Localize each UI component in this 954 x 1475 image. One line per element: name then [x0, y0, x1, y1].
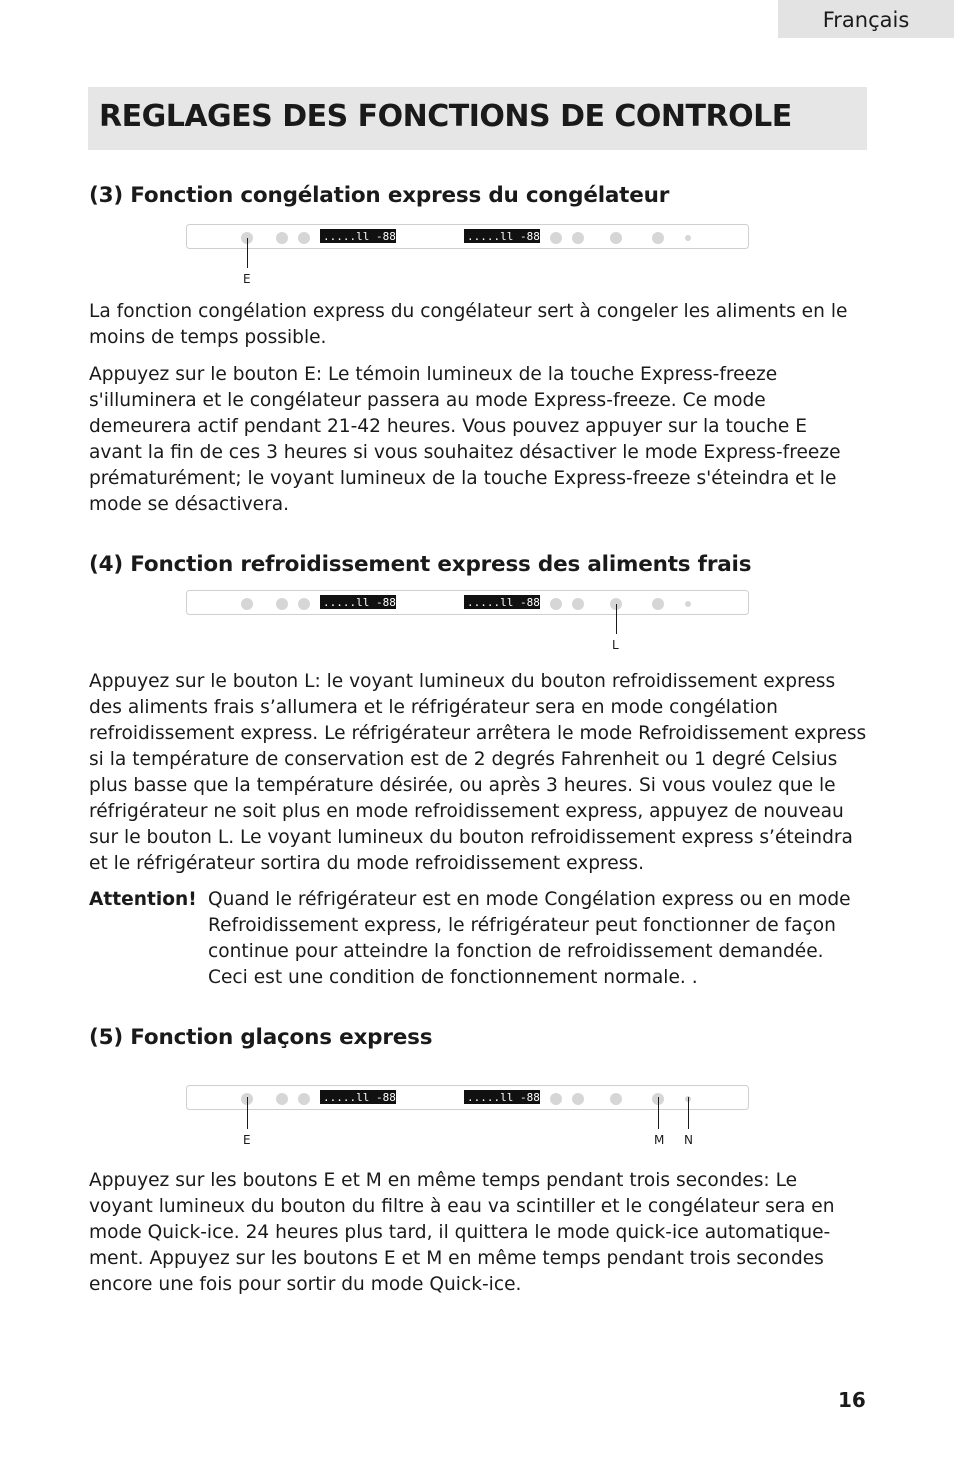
callout-line-l	[616, 604, 617, 634]
control-panel-illustration-5	[186, 1085, 749, 1111]
callout-line-n	[688, 1097, 689, 1129]
section-3-paragraph-2: Appuyez sur le bouton E: Le témoin lumineux de la touche Express-freeze s'illuminera et le congélateur passera au mode Express-freeze. Ce mode demeurera actif pendant 21-42 heures. Vous pouvez appuyer sur la touche E avant la fin de ces 3 heures si vous souhaitez désactiver le mode Express-freeze prématurément; le voyant lumineux de la touche Express-freeze s'éteindra et le mode se désactivera.	[89, 364, 841, 515]
section-4-heading: (4) Fonction refroidissement express des aliments frais	[89, 552, 752, 577]
callout-e-2: E	[243, 1133, 251, 1147]
callout-line-e-2	[247, 1097, 248, 1129]
page-title: REGLAGES DES FONCTIONS DE CONTROLE	[99, 99, 792, 134]
section-5-paragraph-1: Appuyez sur les boutons E et M en même temps pendant trois secondes: Le voyant lumineux du bouton du filtre à eau va scintiller et le congélateur sera en mode Quick-ice. 24 heures plus tard, il quittera le mode quick-ice automatique- ment. Appuyez sur les boutons E et M en même temps pendant trois secondes encore une fois pour sortir du mode Quick-ice.	[89, 1170, 835, 1295]
control-panel-illustration-3	[186, 224, 749, 250]
control-panel-illustration-4	[186, 590, 749, 616]
callout-e: E	[243, 272, 251, 286]
display-readout-right: .....ll -88	[467, 230, 540, 243]
attention-label: Attention!	[89, 889, 197, 910]
display-readout-left: .....ll -88	[323, 1091, 396, 1104]
section-3-heading: (3) Fonction congélation express du congélateur	[89, 183, 670, 208]
display-readout-left: .....ll -88	[323, 230, 396, 243]
language-tab: Français	[778, 0, 954, 38]
callout-m: M	[654, 1133, 665, 1147]
display-readout-left: .....ll -88	[323, 596, 396, 609]
section-3-paragraph-1: La fonction congélation express du congélateur sert à congeler les aliments en le moins de temps possible.	[89, 301, 848, 348]
callout-line-e	[247, 238, 248, 268]
display-readout-right: .....ll -88	[467, 1091, 540, 1104]
page-number: 16	[838, 1388, 866, 1412]
display-readout-right: .....ll -88	[467, 596, 540, 609]
section-4-paragraph-1: Appuyez sur le bouton L: le voyant lumineux du bouton refroidissement express des aliments frais s’allumera et le réfrigérateur sera en mode congélation refroidissement express. Le réfrigérateur arrêtera le mode Refroidissement express si la température de conservation est de 2 degrés Fahrenheit ou 1 degré Celsius plus basse que la température désirée, ou après 3 heures. Si vous voulez que le réfrigérateur ne soit plus en mode refroidissement express, appuyez de nouveau sur le bouton L. Le voyant lumineux du bouton refroidissement express s’éteindra et le réfrigérateur sortira du mode refroidissement express.	[89, 671, 867, 874]
section-5-heading: (5) Fonction glaçons express	[89, 1025, 433, 1050]
callout-n: N	[684, 1133, 693, 1147]
callout-l: L	[612, 638, 619, 652]
attention-text: Quand le réfrigérateur est en mode Congélation express ou en mode Refroidissement express, le réfrigérateur peut fonctionner de façon continue pour atteindre la fonction de refroidissement demandée. Ceci est une condition de fonctionnement normale. .	[208, 889, 851, 988]
page-title-banner	[88, 87, 867, 150]
callout-line-m	[658, 1097, 659, 1129]
